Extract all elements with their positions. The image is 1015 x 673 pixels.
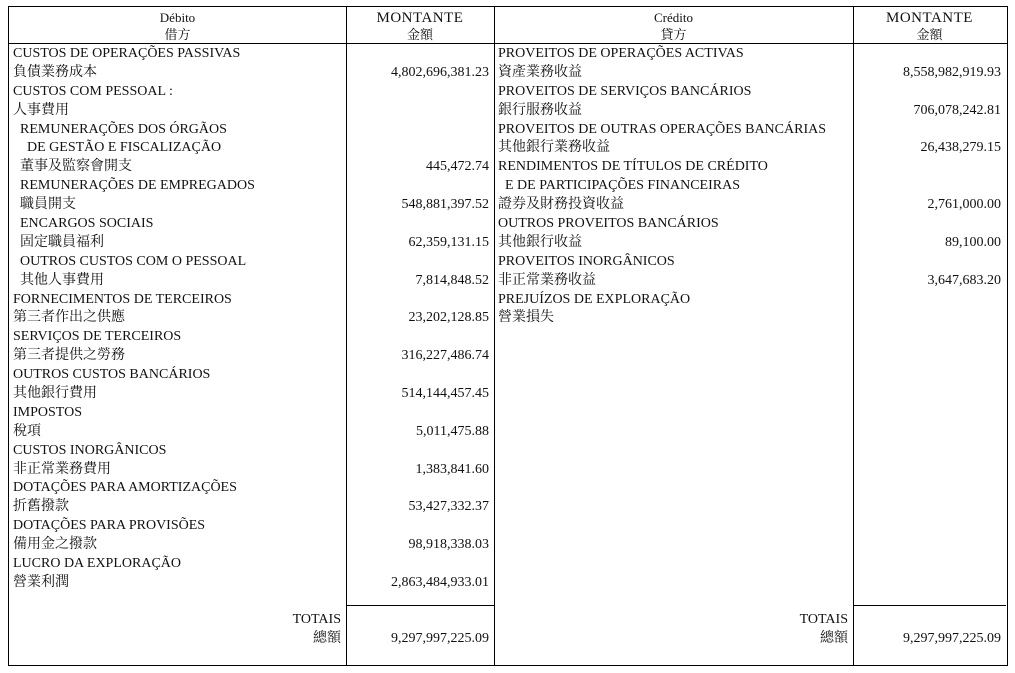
row-label: 其他人事費用 — [13, 272, 104, 288]
total-rule — [346, 605, 494, 606]
totals-label-zh: 總額 — [820, 631, 848, 646]
table-row — [9, 253, 494, 272]
table-row — [9, 328, 494, 347]
credit-column — [494, 45, 1006, 328]
table-row — [9, 461, 494, 480]
table-row — [9, 45, 494, 64]
row-amount: 445,472.74 — [426, 159, 489, 175]
row-label: PROVEITOS DE SERVIÇOS BANCÁRIOS — [498, 83, 752, 99]
row-amount: 706,078,242.81 — [913, 102, 1001, 118]
table-row — [9, 442, 494, 461]
table-row — [9, 423, 494, 442]
table-row — [9, 83, 494, 102]
row-label: REMUNERAÇÕES DOS ÓRGÃOS — [13, 121, 227, 137]
row-label: 稅項 — [13, 423, 41, 439]
balance-table — [8, 6, 1008, 666]
credit-header-pt: Crédito — [654, 10, 693, 25]
table-row — [9, 555, 494, 574]
row-amount: 62,359,131.15 — [408, 234, 489, 250]
row-label: SERVIÇOS DE TERCEIROS — [13, 329, 182, 345]
table-row — [9, 347, 494, 366]
amount-header-zh: 金額 — [906, 27, 952, 44]
table-row — [9, 291, 494, 310]
table-row — [9, 234, 494, 253]
row-label: 其他銀行收益 — [498, 234, 582, 250]
row-label: PROVEITOS INORGÂNICOS — [498, 253, 675, 269]
row-label: LUCRO DA EXPLORAÇÃO — [13, 556, 182, 572]
table-row — [9, 536, 494, 555]
row-amount: 89,100.00 — [945, 234, 1001, 250]
row-label: 職員開支 — [13, 197, 76, 213]
row-label: RENDIMENTOS DE TÍTULOS DE CRÉDITO — [498, 159, 768, 175]
table-row — [9, 64, 494, 83]
row-label: FORNECIMENTOS DE TERCEIROS — [13, 291, 232, 307]
row-label: 營業損失 — [498, 310, 554, 326]
table-row — [494, 45, 1006, 64]
row-label: 非正常業務收益 — [498, 272, 596, 288]
row-label: 營業利潤 — [13, 574, 69, 590]
row-label: CUSTOS INORGÂNICOS — [13, 442, 167, 458]
row-label: OUTROS CUSTOS COM O PESSOAL — [13, 253, 247, 269]
row-amount: 4,802,696,381.23 — [391, 64, 489, 80]
row-label: PROVEITOS DE OUTRAS OPERAÇÕES BANCÁRIAS — [498, 121, 827, 137]
row-label: OUTROS CUSTOS BANCÁRIOS — [13, 367, 211, 383]
row-amount: 7,814,848.52 — [415, 272, 489, 288]
table-row — [9, 517, 494, 536]
credit-totals-label — [709, 610, 848, 648]
row-label: 第三者提供之勞務 — [13, 348, 125, 364]
debit-header-pt: Débito — [159, 10, 196, 25]
table-row — [494, 83, 1006, 102]
row-label: DE GESTÃO E FISCALIZAÇÃO — [13, 140, 222, 156]
amount-header-pt: MONTANTE — [376, 10, 464, 26]
debit-totals-label — [209, 610, 341, 648]
debit-header-zh: 借方 — [164, 27, 191, 42]
row-amount: 548,881,397.52 — [401, 197, 489, 213]
table-row — [9, 366, 494, 385]
row-label: 非正常業務費用 — [13, 461, 111, 477]
debit-total: 9,297,997,225.09 — [391, 631, 489, 646]
row-label: PREJUÍZOS DE EXPLORAÇÃO — [498, 291, 691, 307]
row-amount: 1,383,841.60 — [415, 461, 489, 477]
table-row — [494, 234, 1006, 253]
row-label: 備用金之撥款 — [13, 537, 97, 553]
row-label: REMUNERAÇÕES DE EMPREGADOS — [13, 178, 255, 194]
table-row — [494, 253, 1006, 272]
table-row — [494, 291, 1006, 310]
table-row — [9, 196, 494, 215]
row-amount: 53,427,332.37 — [408, 499, 489, 515]
table-row — [9, 498, 494, 517]
credit-header-zh: 貸方 — [660, 27, 687, 42]
row-label: 其他銀行費用 — [13, 386, 97, 402]
amount-header-pt: MONTANTE — [886, 10, 973, 26]
row-amount: 5,011,475.88 — [416, 423, 489, 439]
amount-header-zh: 金額 — [397, 27, 443, 44]
row-label: CUSTOS DE OPERAÇÕES PASSIVAS — [13, 46, 241, 61]
debit-amount-header — [346, 7, 494, 45]
row-amount: 98,918,338.03 — [408, 537, 489, 553]
row-label: 折舊撥款 — [13, 499, 69, 515]
row-amount: 8,558,982,919.93 — [903, 64, 1001, 80]
row-label: 銀行服務收益 — [498, 102, 582, 118]
row-amount: 26,438,279.15 — [920, 140, 1001, 156]
table-row — [9, 404, 494, 423]
row-amount: 23,202,128.85 — [408, 310, 489, 326]
row-label: OUTROS PROVEITOS BANCÁRIOS — [498, 216, 719, 232]
row-label: 資產業務收益 — [498, 64, 582, 80]
table-row — [9, 309, 494, 328]
table-row — [494, 64, 1006, 83]
total-rule — [853, 605, 1006, 606]
table-row — [494, 196, 1006, 215]
header-rule — [9, 43, 1007, 44]
credit-total: 9,297,997,225.09 — [903, 631, 1001, 646]
table-row — [9, 158, 494, 177]
row-label: CUSTOS COM PESSOAL : — [13, 83, 173, 99]
table-row — [9, 385, 494, 404]
row-amount: 2,863,484,933.01 — [391, 574, 489, 590]
row-label: IMPOSTOS — [13, 404, 82, 420]
table-row — [9, 121, 494, 140]
totals-label-pt: TOTAIS — [799, 612, 848, 627]
row-label: 人事費用 — [13, 102, 69, 118]
row-label: 負債業務成本 — [13, 64, 97, 80]
totals-label-zh: 總額 — [313, 631, 341, 646]
row-label: 第三者作出之供應 — [13, 310, 125, 326]
row-label: 其他銀行業務收益 — [498, 140, 610, 156]
row-label: DOTAÇÕES PARA AMORTIZAÇÕES — [13, 480, 237, 496]
table-row — [494, 309, 1006, 328]
table-row — [494, 215, 1006, 234]
table-row — [494, 177, 1006, 196]
row-label: 董事及監察會開支 — [13, 159, 132, 175]
table-row — [494, 102, 1006, 121]
row-label: 固定職員福利 — [13, 234, 104, 250]
table-row — [9, 574, 494, 593]
debit-header — [9, 7, 346, 45]
row-label: DOTAÇÕES PARA PROVISÕES — [13, 518, 206, 534]
table-row — [9, 479, 494, 498]
table-row — [9, 139, 494, 158]
row-amount: 2,761,000.00 — [927, 197, 1001, 213]
row-amount: 514,144,457.45 — [401, 386, 489, 402]
row-label: PROVEITOS DE OPERAÇÕES ACTIVAS — [498, 46, 744, 61]
table-row — [9, 102, 494, 121]
row-label: 證券及財務投資收益 — [498, 197, 624, 213]
row-amount: 316,227,486.74 — [401, 348, 489, 364]
totals-label-pt: TOTAIS — [292, 612, 341, 627]
table-row — [9, 177, 494, 196]
debit-column — [9, 45, 494, 593]
row-amount: 3,647,683.20 — [927, 272, 1001, 288]
table-row — [494, 158, 1006, 177]
credit-header — [494, 7, 853, 45]
row-label: ENCARGOS SOCIAIS — [13, 216, 154, 232]
credit-amount-header — [853, 7, 1006, 45]
row-label: E DE PARTICIPAÇÕES FINANCEIRAS — [498, 178, 740, 194]
table-row — [494, 272, 1006, 291]
table-row — [9, 272, 494, 291]
table-row — [494, 121, 1006, 140]
table-row — [494, 139, 1006, 158]
table-row — [9, 215, 494, 234]
